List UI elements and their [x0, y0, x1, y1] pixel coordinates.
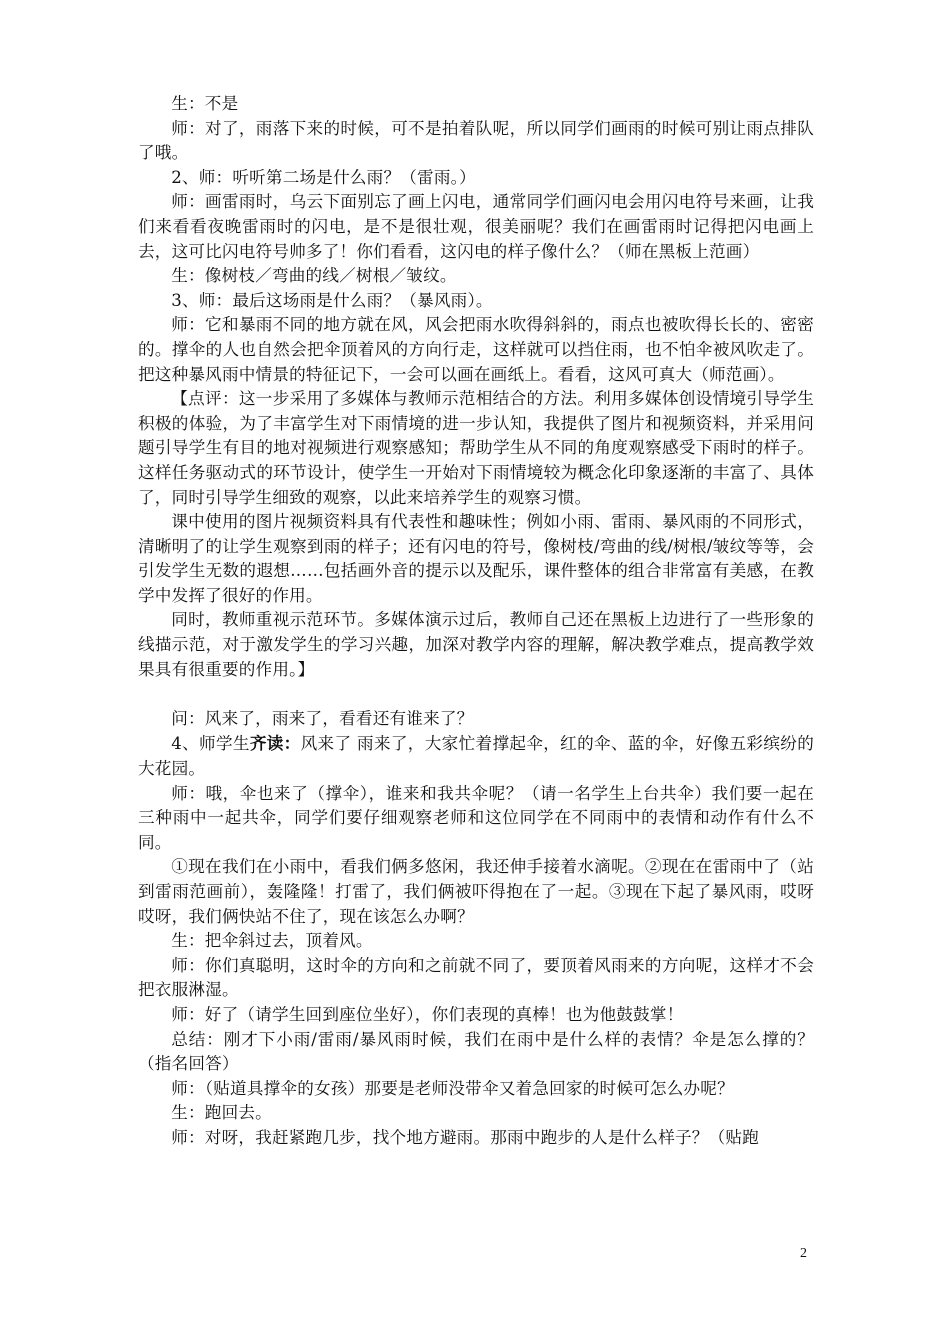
paragraph-summary: 总结：刚才下小雨/雷雨/暴风雨时候，我们在雨中是什么样的表情？伞是怎么撑的？（指名回答）: [138, 1029, 814, 1074]
paragraph-question-storm: 3、师：最后这场雨是什么雨？（暴风雨）。: [171, 290, 493, 310]
paragraph-student-answer-2: 生：像树枝／弯曲的线／树根／皱纹。: [171, 266, 457, 286]
blank-line: [138, 682, 814, 707]
reading-text: 风来了 雨来了，大家忙着撑起伞，红的伞、蓝的伞，好像五彩缤纷的大花园。: [138, 734, 814, 779]
paragraph-group-reading: [138, 731, 814, 781]
reading-bold-label: 齐读：: [249, 733, 301, 754]
page-number: 2: [800, 1246, 807, 1261]
paragraph-teacher-no-umbrella: 师：（贴道具撑伞的女孩）那要是老师没带伞又着急回家的时候可怎么办呢？: [171, 1078, 734, 1098]
paragraph-teacher-wind: 师：它和暴雨不同的地方就在风，风会把雨水吹得斜斜的，雨点也被吹得长长的、密密的。撑伞的人也自然会把伞顶着风的方向行走，这样就可以挡住雨，也不怕伞被风吹走了。把这种暴风雨中情景的特征记下，一会可以画在画纸上。看看，这风可真大（师范画）。: [138, 315, 814, 384]
paragraph-comment-materials: 课中使用的图片视频资料具有代表性和趣味性；例如小雨、雷雨、暴风雨的不同形式，清晰明了的让学生观察到雨的样子；还有闪电的符号，像树枝/弯曲的线/树根/皱纹等等，会引发学生无数的遐想……包括画外音的提示以及配乐，课件整体的组合非常富有美感，在教学中发挥了很好的作用。: [138, 512, 814, 605]
paragraph-student-answer-3: 生：把伞斜过去，顶着风。: [171, 931, 373, 951]
reading-prefix: 4、师学生: [171, 734, 250, 754]
paragraph-teacher-lightning: 师：画雷雨时，乌云下面别忘了画上闪电，通常同学们画闪电会用闪电符号来画，让我们来看看夜晚雷雨时的闪电，是不是很壮观，很美丽呢？我们在画雷雨时记得把闪电画上去，这可比闪电符号帅多了！你们看看，这闪电的样子像什么？（师在黑板上范画）: [138, 192, 814, 261]
paragraph-teacher-running: 师：对呀，我赶紧跑几步，找个地方避雨。那雨中跑步的人是什么样子？（贴跑: [171, 1127, 759, 1147]
paragraph-comment-demonstration: 同时，教师重视示范环节。多媒体演示过后，教师自己还在黑板上边进行了一些形象的线描示范，对于激发学生的学习兴趣，加深对教学内容的理解，解决教学难点，提高教学效果具有很重要的作用。】: [138, 610, 814, 679]
paragraph-comment-multimedia: 【点评：这一步采用了多媒体与教师示范相结合的方法。利用多媒体创设情境引导学生积极的体验，为了丰富学生对下雨情境的进一步认知，我提供了图片和视频资料，并采用问题引导学生有目的地对视频进行观察感知；帮助学生从不同的角度观察感受下雨时的样子。这样任务驱动式的环节设计，使学生一开始对下雨情境较为概念化印象逐渐的丰富了、具体了，同时引导学生细致的观察，以此来培养学生的观察习惯。: [138, 389, 814, 507]
paragraph-student-answer-1: 生：不是: [171, 94, 239, 113]
paragraph-student-answer-4: 生：跑回去。: [171, 1103, 272, 1123]
paragraph-teacher-applause: 师：好了（请学生回到座位坐好），你们表现的真棒！也为他鼓鼓掌！: [171, 1004, 684, 1024]
paragraph-teacher-raindrops: 师：对了，雨落下来的时候，可不是拍着队呢，所以同学们画雨的时候可别让雨点排队了哦。: [138, 118, 814, 163]
paragraph-teacher-umbrella: 师：哦，伞也来了（撑伞），谁来和我共伞呢？（请一名学生上台共伞）我们要一起在三种雨中一起共伞，同学们要仔细观察老师和这位同学在不同雨中的表情和动作有什么不同。: [138, 783, 814, 852]
paragraph-three-rains: ①现在我们在小雨中，看我们俩多悠闲，我还伸手接着水滴呢。②现在在雷雨中了（站到雷雨范画前），轰隆隆！打雷了，我们俩被吓得抱在了一起。③现在下起了暴风雨，哎呀哎呀，我们俩快站不住了，现在该怎么办啊？: [138, 857, 814, 926]
paragraph-question-thunderstorm: 2、师：听听第二场是什么雨？（雷雨。）: [171, 167, 476, 187]
paragraph-teacher-praise: 师：你们真聪明，这时伞的方向和之前就不同了，要顶着风雨来的方向呢，这样才不会把衣服淋湿。: [138, 955, 814, 1000]
paragraph-question-who-came: 问：风来了，雨来了，看看还有谁来了？: [171, 708, 474, 728]
document-body: [138, 92, 814, 1151]
